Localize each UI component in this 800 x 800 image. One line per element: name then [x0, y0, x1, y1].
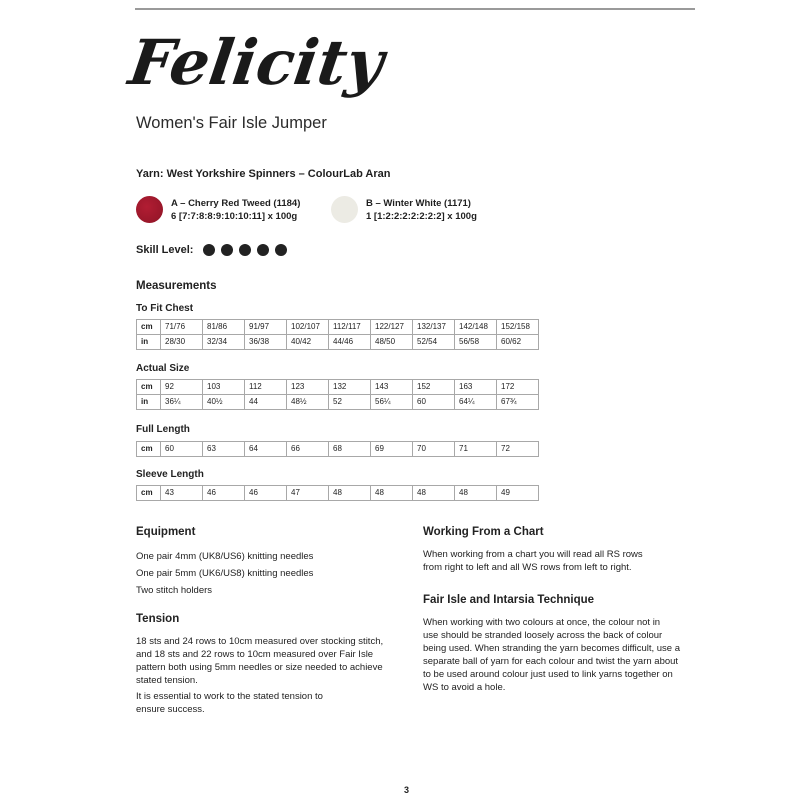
page-number: 3	[404, 785, 410, 795]
technique-line: separate ball of yarn for each colour and twist the yarn about	[423, 656, 679, 667]
table-cell: 81/86	[203, 320, 245, 335]
cherry-red-swatch	[136, 196, 163, 223]
tension-line: pattern both using 5mm needles or size needed to achieve	[136, 662, 383, 673]
table-cell: 112/117	[329, 320, 371, 335]
technique-line: WS to avoid a hole.	[423, 682, 506, 693]
unit-cell: in	[137, 395, 161, 410]
table-cell: 48	[371, 486, 413, 501]
tension-note-line: It is essential to work to the stated tension to	[136, 691, 323, 702]
sleeve-length-heading: Sleeve Length	[136, 469, 204, 480]
table-cell: 48/50	[371, 335, 413, 350]
technique-line: When working with two colours at once, the colour not in	[423, 617, 661, 628]
tension-line: and 18 sts and 22 rows to 10cm measured over Fair Isle	[136, 649, 374, 660]
table-row	[137, 395, 539, 410]
table-cell: 152/158	[497, 320, 539, 335]
table-cell: 132	[329, 380, 371, 395]
table-cell: 36¼	[161, 395, 203, 410]
table-cell: 64	[245, 442, 287, 457]
table-cell: 143	[371, 380, 413, 395]
equipment-list	[136, 548, 313, 599]
tension-note-line: ensure success.	[136, 704, 205, 715]
table-cell: 64¼	[455, 395, 497, 410]
table-cell: 48	[455, 486, 497, 501]
svg-text:Felicity: Felicity	[124, 26, 388, 99]
table-cell: 60/62	[497, 335, 539, 350]
table-cell: 40½	[203, 395, 245, 410]
table-cell: 69	[371, 442, 413, 457]
table-cell: 91/97	[245, 320, 287, 335]
table-cell: 56/58	[455, 335, 497, 350]
table-cell: 72	[497, 442, 539, 457]
page-subtitle: Women's Fair Isle Jumper	[136, 114, 327, 132]
table-cell: 49	[497, 486, 539, 501]
table-cell: 52/54	[413, 335, 455, 350]
full-length-table	[136, 441, 539, 457]
yarn-heading: Yarn: West Yorkshire Spinners – ColourLab Aran	[136, 168, 391, 180]
full-length-heading: Full Length	[136, 424, 190, 435]
technique-line: being used. When stranding the yarn becomes difficult, use a	[423, 643, 681, 654]
table-cell: 71/76	[161, 320, 203, 335]
table-cell: 36/38	[245, 335, 287, 350]
table-cell: 123	[287, 380, 329, 395]
skill-level	[136, 244, 287, 256]
unit-cell: cm	[137, 486, 161, 501]
table-cell: 43	[161, 486, 203, 501]
tension-line: 18 sts and 24 rows to 10cm measured over stocking stitch,	[136, 636, 384, 647]
table-cell: 103	[203, 380, 245, 395]
yarn-colour-b	[331, 196, 477, 223]
table-row	[137, 442, 539, 457]
skill-dot	[239, 244, 251, 256]
chart-paragraph	[423, 548, 643, 574]
skill-dot	[203, 244, 215, 256]
table-row	[137, 320, 539, 335]
tension-paragraph	[136, 635, 383, 687]
skill-dot	[275, 244, 287, 256]
table-cell: 102/107	[287, 320, 329, 335]
actual-size-heading: Actual Size	[136, 363, 190, 374]
skill-dot	[257, 244, 269, 256]
chart-line: When working from a chart you will read all RS rows	[423, 549, 643, 560]
measurements-heading: Measurements	[136, 280, 217, 292]
equipment-item: One pair 5mm (UK6/US8) knitting needles	[136, 568, 314, 579]
table-cell: 71	[455, 442, 497, 457]
yarn-a-name: A – Cherry Red Tweed (1184)	[171, 198, 301, 209]
table-row	[137, 380, 539, 395]
table-cell: 48	[413, 486, 455, 501]
table-cell: 122/127	[371, 320, 413, 335]
table-cell: 172	[497, 380, 539, 395]
table-cell: 47	[287, 486, 329, 501]
technique-line: use should be stranded loosely across the back of colour	[423, 630, 663, 641]
unit-cell: cm	[137, 442, 161, 457]
table-cell: 44	[245, 395, 287, 410]
table-cell: 112	[245, 380, 287, 395]
table-cell: 66	[287, 442, 329, 457]
unit-cell: cm	[137, 380, 161, 395]
chart-heading: Working From a Chart	[423, 526, 544, 538]
yarn-b-amount: 1 [1:2:2:2:2:2:2:2] x 100g	[366, 211, 477, 222]
table-cell: 44/46	[329, 335, 371, 350]
table-cell: 70	[413, 442, 455, 457]
title-logo	[124, 18, 388, 113]
tension-heading: Tension	[136, 613, 180, 625]
table-cell: 40/42	[287, 335, 329, 350]
table-cell: 48½	[287, 395, 329, 410]
table-cell: 52	[329, 395, 371, 410]
table-cell: 68	[329, 442, 371, 457]
table-row	[137, 486, 539, 501]
table-cell: 60	[413, 395, 455, 410]
equipment-heading: Equipment	[136, 526, 196, 538]
table-cell: 56¼	[371, 395, 413, 410]
table-cell: 32/34	[203, 335, 245, 350]
skill-level-label: Skill Level:	[136, 244, 194, 256]
table-cell: 28/30	[161, 335, 203, 350]
yarn-colour-a	[136, 196, 300, 223]
equipment-item: Two stitch holders	[136, 585, 213, 596]
technique-paragraph	[423, 616, 680, 694]
sleeve-length-table	[136, 485, 539, 501]
to-fit-chest-table	[136, 319, 539, 350]
table-cell: 60	[161, 442, 203, 457]
yarn-a-amount: 6 [7:7:8:8:9:10:10:11] x 100g	[171, 211, 298, 222]
felicity-script-title	[124, 18, 388, 108]
skill-level-dots	[193, 244, 287, 256]
table-cell: 132/137	[413, 320, 455, 335]
table-cell: 46	[245, 486, 287, 501]
tension-note	[136, 690, 323, 716]
table-cell: 163	[455, 380, 497, 395]
table-row	[137, 335, 539, 350]
to-fit-chest-heading: To Fit Chest	[136, 303, 194, 314]
technique-line: to be used around colour just used to link yarns together on	[423, 669, 673, 680]
table-cell: 48	[329, 486, 371, 501]
top-rule	[135, 8, 695, 10]
table-cell: 63	[203, 442, 245, 457]
tension-line: stated tension.	[136, 675, 198, 686]
winter-white-swatch	[331, 196, 358, 223]
skill-dot	[221, 244, 233, 256]
chart-line: from right to left and all WS rows from left to right.	[423, 562, 632, 573]
table-cell: 46	[203, 486, 245, 501]
table-cell: 142/148	[455, 320, 497, 335]
yarn-b-name: B – Winter White (1171)	[366, 198, 471, 209]
actual-size-table	[136, 379, 539, 410]
unit-cell: cm	[137, 320, 161, 335]
technique-heading: Fair Isle and Intarsia Technique	[423, 594, 595, 606]
table-cell: 92	[161, 380, 203, 395]
unit-cell: in	[137, 335, 161, 350]
table-cell: 152	[413, 380, 455, 395]
equipment-item: One pair 4mm (UK8/US6) knitting needles	[136, 551, 314, 562]
table-cell: 67¾	[497, 395, 539, 410]
